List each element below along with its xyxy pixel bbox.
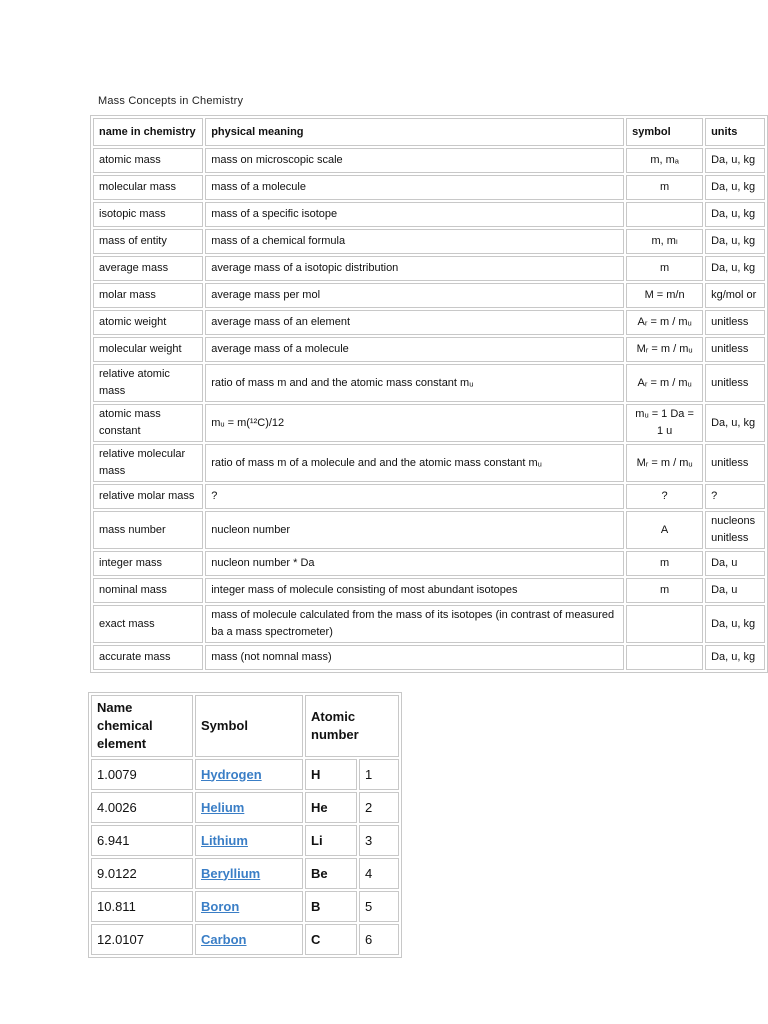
cell-atomic-mass: 1.0079: [91, 759, 193, 790]
table-row: [93, 645, 765, 670]
cell-units: kg/mol or: [705, 283, 765, 308]
table-row: [93, 551, 765, 576]
header-name: name in chemistry: [93, 118, 203, 146]
cell-atomic-mass: 9.0122: [91, 858, 193, 889]
table-row: [91, 891, 399, 922]
cell-symbol: A: [626, 511, 703, 549]
cell-symbol: M = m/n: [626, 283, 703, 308]
cell-atomic-number: 3: [359, 825, 399, 856]
table-row: [93, 404, 765, 442]
cell-units: Da, u, kg: [705, 605, 765, 643]
cell-name: integer mass: [93, 551, 203, 576]
cell-symbol: [626, 645, 703, 670]
table-row: [93, 175, 765, 200]
cell-element-symbol: Be: [305, 858, 357, 889]
cell-atomic-number: 2: [359, 792, 399, 823]
cell-element-name: [195, 924, 303, 955]
element-table: [88, 692, 402, 958]
cell-atomic-mass: 4.0026: [91, 792, 193, 823]
cell-name: mass number: [93, 511, 203, 549]
cell-units: Da, u: [705, 578, 765, 603]
cell-name: nominal mass: [93, 578, 203, 603]
table-row: [93, 511, 765, 549]
cell-symbol: Mᵣ = m / mᵤ: [626, 337, 703, 362]
table-row: [93, 337, 765, 362]
table-row: [91, 858, 399, 889]
element-link-beryllium[interactable]: Beryllium: [201, 865, 261, 881]
cell-units: Da, u, kg: [705, 175, 765, 200]
table-row: [93, 310, 765, 335]
header-meaning: physical meaning: [205, 118, 624, 146]
cell-symbol: mᵤ = 1 Da = 1 u: [626, 404, 703, 442]
cell-units: Da, u, kg: [705, 256, 765, 281]
cell-name: atomic mass: [93, 148, 203, 173]
cell-symbol: Aᵣ = m / mᵤ: [626, 364, 703, 402]
cell-meaning: average mass of an element: [205, 310, 624, 335]
header-symbol: Symbol: [195, 695, 303, 757]
cell-units: Da, u, kg: [705, 202, 765, 227]
element-link-helium[interactable]: Helium: [201, 799, 245, 815]
cell-name: accurate mass: [93, 645, 203, 670]
table-row: [93, 202, 765, 227]
cell-atomic-mass: 6.941: [91, 825, 193, 856]
cell-element-name: [195, 825, 303, 856]
cell-symbol: [626, 605, 703, 643]
header-element-name: Name chemical element: [91, 695, 193, 757]
table-row: [93, 605, 765, 643]
cell-symbol: m, mₗ: [626, 229, 703, 254]
element-link-boron[interactable]: Boron: [201, 898, 240, 914]
cell-element-name: [195, 792, 303, 823]
cell-element-name: [195, 858, 303, 889]
header-symbol: symbol: [626, 118, 703, 146]
cell-name: average mass: [93, 256, 203, 281]
cell-symbol: [626, 202, 703, 227]
cell-atomic-mass: 10.811: [91, 891, 193, 922]
cell-element-symbol: He: [305, 792, 357, 823]
cell-atomic-number: 5: [359, 891, 399, 922]
cell-symbol: Aᵣ = m / mᵤ: [626, 310, 703, 335]
table-row: [91, 792, 399, 823]
cell-name: relative molar mass: [93, 484, 203, 509]
cell-units: ?: [705, 484, 765, 509]
cell-symbol: ?: [626, 484, 703, 509]
cell-units: Da, u: [705, 551, 765, 576]
cell-meaning: average mass of a molecule: [205, 337, 624, 362]
cell-atomic-mass: 12.0107: [91, 924, 193, 955]
cell-element-name: [195, 891, 303, 922]
table-row: [91, 825, 399, 856]
cell-meaning: mass on microscopic scale: [205, 148, 624, 173]
table-row: [93, 256, 765, 281]
header-atomic-number: Atomic number: [305, 695, 399, 757]
cell-atomic-number: 1: [359, 759, 399, 790]
cell-element-symbol: B: [305, 891, 357, 922]
cell-name: atomic mass constant: [93, 404, 203, 442]
cell-meaning: nucleon number * Da: [205, 551, 624, 576]
cell-name: atomic weight: [93, 310, 203, 335]
cell-units: Da, u, kg: [705, 404, 765, 442]
cell-meaning: mass of a chemical formula: [205, 229, 624, 254]
cell-meaning: mass of molecule calculated from the mass of its isotopes (in contrast of measured ba a mass spectrometer): [205, 605, 624, 643]
cell-units: Da, u, kg: [705, 645, 765, 670]
cell-element-symbol: Li: [305, 825, 357, 856]
cell-meaning: mᵤ = m(¹²C)/12: [205, 404, 624, 442]
cell-meaning: average mass per mol: [205, 283, 624, 308]
cell-name: relative atomic mass: [93, 364, 203, 402]
cell-element-symbol: C: [305, 924, 357, 955]
table-row: [93, 484, 765, 509]
cell-meaning: mass of a specific isotope: [205, 202, 624, 227]
table-row: [93, 229, 765, 254]
cell-meaning: ?: [205, 484, 624, 509]
cell-symbol: m: [626, 551, 703, 576]
cell-name: molecular weight: [93, 337, 203, 362]
element-link-carbon[interactable]: Carbon: [201, 931, 247, 947]
cell-units: unitless: [705, 444, 765, 482]
mass-concepts-table: [90, 115, 768, 673]
cell-name: relative molecular mass: [93, 444, 203, 482]
cell-meaning: ratio of mass m and and the atomic mass constant mᵤ: [205, 364, 624, 402]
cell-element-symbol: H: [305, 759, 357, 790]
table-row: [91, 924, 399, 955]
cell-meaning: ratio of mass m of a molecule and and the atomic mass constant mᵤ: [205, 444, 624, 482]
cell-name: mass of entity: [93, 229, 203, 254]
cell-meaning: nucleon number: [205, 511, 624, 549]
table-row: [91, 759, 399, 790]
table-row: [93, 578, 765, 603]
cell-name: isotopic mass: [93, 202, 203, 227]
cell-units: unitless: [705, 310, 765, 335]
table-header-row: [91, 695, 399, 757]
header-units: units: [705, 118, 765, 146]
cell-units: unitless: [705, 364, 765, 402]
cell-element-name: [195, 759, 303, 790]
element-link-hydrogen[interactable]: Hydrogen: [201, 766, 262, 782]
table-header-row: [93, 118, 765, 146]
cell-units: unitless: [705, 337, 765, 362]
cell-symbol: m: [626, 175, 703, 200]
cell-name: molecular mass: [93, 175, 203, 200]
cell-atomic-number: 6: [359, 924, 399, 955]
cell-symbol: m, mₐ: [626, 148, 703, 173]
cell-atomic-number: 4: [359, 858, 399, 889]
table-row: [93, 444, 765, 482]
cell-name: exact mass: [93, 605, 203, 643]
table-row: [93, 148, 765, 173]
cell-symbol: m: [626, 256, 703, 281]
table-caption: Mass Concepts in Chemistry: [98, 95, 244, 107]
cell-meaning: integer mass of molecule consisting of most abundant isotopes: [205, 578, 624, 603]
element-link-lithium[interactable]: Lithium: [201, 832, 248, 848]
cell-units: nucleons unitless: [705, 511, 765, 549]
table-row: [93, 364, 765, 402]
cell-meaning: mass of a molecule: [205, 175, 624, 200]
cell-symbol: m: [626, 578, 703, 603]
cell-meaning: average mass of a isotopic distribution: [205, 256, 624, 281]
cell-name: molar mass: [93, 283, 203, 308]
table-row: [93, 283, 765, 308]
cell-units: Da, u, kg: [705, 229, 765, 254]
cell-symbol: Mᵣ = m / mᵤ: [626, 444, 703, 482]
cell-units: Da, u, kg: [705, 148, 765, 173]
cell-meaning: mass (not nomnal mass): [205, 645, 624, 670]
